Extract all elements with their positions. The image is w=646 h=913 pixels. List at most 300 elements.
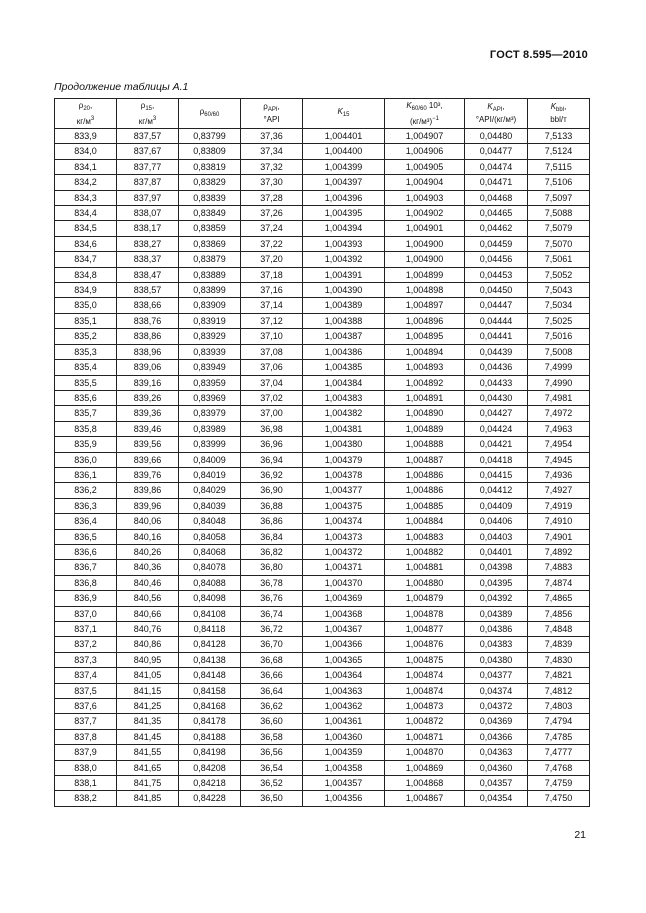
- table-cell: 1,004872: [385, 714, 465, 729]
- table-cell: 841,05: [117, 668, 179, 683]
- table-cell: 36,80: [241, 560, 303, 575]
- table-cell: 836,7: [55, 560, 117, 575]
- table-cell: 0,84178: [179, 714, 241, 729]
- table-cell: 841,35: [117, 714, 179, 729]
- table-cell: 7,4785: [528, 729, 590, 744]
- table-cell: 0,04369: [465, 714, 528, 729]
- table-cell: 7,4936: [528, 467, 590, 482]
- table-cell: 837,97: [117, 190, 179, 205]
- table-cell: 1,004887: [385, 452, 465, 467]
- table-cell: 838,76: [117, 313, 179, 328]
- table-cell: 37,22: [241, 236, 303, 251]
- table-row: [55, 729, 590, 744]
- table-cell: 0,04354: [465, 791, 528, 806]
- table-cell: 836,0: [55, 452, 117, 467]
- table-cell: 0,04389: [465, 606, 528, 621]
- table-cell: 835,0: [55, 298, 117, 313]
- table-cell: 1,004384: [303, 375, 385, 390]
- table-cell: 838,47: [117, 267, 179, 282]
- table-cell: 836,6: [55, 544, 117, 559]
- table-cell: 0,04436: [465, 360, 528, 375]
- table-cell: 1,004900: [385, 236, 465, 251]
- table-cell: 36,86: [241, 514, 303, 529]
- table-cell: 0,04395: [465, 575, 528, 590]
- table-cell: 1,004365: [303, 652, 385, 667]
- table-cell: 36,52: [241, 776, 303, 791]
- table-cell: 0,84118: [179, 622, 241, 637]
- table-cell: 7,4981: [528, 390, 590, 405]
- table-cell: 7,5124: [528, 144, 590, 159]
- table-cell: 835,4: [55, 360, 117, 375]
- table-header-row: [55, 99, 590, 129]
- table-cell: 1,004898: [385, 283, 465, 298]
- table-cell: 0,84098: [179, 591, 241, 606]
- table-cell: 0,04441: [465, 329, 528, 344]
- table-cell: 0,83869: [179, 236, 241, 251]
- table-cell: 1,004903: [385, 190, 465, 205]
- table-cell: 0,04471: [465, 175, 528, 190]
- table-cell: 839,26: [117, 390, 179, 405]
- table-cell: 0,84158: [179, 683, 241, 698]
- column-header: $K_{15}$: [303, 99, 385, 129]
- table-cell: 7,4750: [528, 791, 590, 806]
- table-cell: 1,004892: [385, 375, 465, 390]
- table-cell: 1,004893: [385, 360, 465, 375]
- table-cell: 0,84039: [179, 498, 241, 513]
- table-cell: 1,004882: [385, 544, 465, 559]
- table-cell: 36,58: [241, 729, 303, 744]
- table-cell: 840,26: [117, 544, 179, 559]
- table-cell: 1,004396: [303, 190, 385, 205]
- table-cell: 0,83899: [179, 283, 241, 298]
- table-cell: 37,14: [241, 298, 303, 313]
- table-cell: 37,06: [241, 360, 303, 375]
- table-cell: 836,2: [55, 483, 117, 498]
- table-cell: 7,5034: [528, 298, 590, 313]
- table-cell: 0,84138: [179, 652, 241, 667]
- table-cell: 0,04421: [465, 437, 528, 452]
- table-row: [55, 298, 590, 313]
- table-cell: 1,004877: [385, 622, 465, 637]
- table-cell: 0,04380: [465, 652, 528, 667]
- table-cell: 1,004902: [385, 206, 465, 221]
- table-cell: 36,62: [241, 699, 303, 714]
- table-cell: 1,004385: [303, 360, 385, 375]
- table-cell: 837,7: [55, 714, 117, 729]
- table-row: [55, 575, 590, 590]
- column-header: $K_{60/60}$ 10³, $(кг/м^3)^{-1}$: [385, 99, 465, 129]
- table-row: [55, 375, 590, 390]
- table-cell: 1,004885: [385, 498, 465, 513]
- table-cell: 1,004874: [385, 683, 465, 698]
- table-row: [55, 421, 590, 436]
- table-cell: 0,83939: [179, 344, 241, 359]
- table-cell: 0,83919: [179, 313, 241, 328]
- table-cell: 0,84198: [179, 745, 241, 760]
- table-cell: 838,57: [117, 283, 179, 298]
- table-cell: 837,1: [55, 622, 117, 637]
- table-cell: 1,004383: [303, 390, 385, 405]
- table-cell: 1,004387: [303, 329, 385, 344]
- table-cell: 0,04398: [465, 560, 528, 575]
- table-cell: 1,004373: [303, 529, 385, 544]
- table-row: [55, 236, 590, 251]
- table-cell: 1,004401: [303, 129, 385, 144]
- table-cell: 834,7: [55, 252, 117, 267]
- table-cell: 7,5133: [528, 129, 590, 144]
- table-row: [55, 159, 590, 174]
- table-cell: 837,9: [55, 745, 117, 760]
- table-row: [55, 406, 590, 421]
- table-cell: 1,004388: [303, 313, 385, 328]
- table-cell: 7,4821: [528, 668, 590, 683]
- table-cell: 37,30: [241, 175, 303, 190]
- table-cell: 0,84148: [179, 668, 241, 683]
- table-cell: 0,84168: [179, 699, 241, 714]
- table-cell: 1,004366: [303, 637, 385, 652]
- table-cell: 1,004400: [303, 144, 385, 159]
- table-row: [55, 714, 590, 729]
- table-cell: 1,004895: [385, 329, 465, 344]
- table-cell: 1,004386: [303, 344, 385, 359]
- table-row: [55, 221, 590, 236]
- table-cell: 37,34: [241, 144, 303, 159]
- table-cell: 7,4759: [528, 776, 590, 791]
- column-header: $K_{API}$, °API/(кг/м³): [465, 99, 528, 129]
- table-cell: 839,66: [117, 452, 179, 467]
- table-cell: 36,56: [241, 745, 303, 760]
- table-cell: 7,4999: [528, 360, 590, 375]
- table-cell: 838,66: [117, 298, 179, 313]
- table-cell: 1,004377: [303, 483, 385, 498]
- table-cell: 0,84009: [179, 452, 241, 467]
- table-cell: 0,83799: [179, 129, 241, 144]
- table-cell: 7,5052: [528, 267, 590, 282]
- table-body: [55, 129, 590, 807]
- table-cell: 1,004364: [303, 668, 385, 683]
- table-cell: 0,04366: [465, 729, 528, 744]
- table-cell: 7,4910: [528, 514, 590, 529]
- table-cell: 0,83839: [179, 190, 241, 205]
- table-cell: 0,04430: [465, 390, 528, 405]
- table-cell: 0,04383: [465, 637, 528, 652]
- table-cell: 0,84078: [179, 560, 241, 575]
- table-cell: 840,56: [117, 591, 179, 606]
- page-number: 21: [574, 829, 586, 841]
- table-row: [55, 606, 590, 621]
- column-header: $\rho_{API}$, °API: [241, 99, 303, 129]
- table-cell: 0,04439: [465, 344, 528, 359]
- table-cell: 836,1: [55, 467, 117, 482]
- table-cell: 1,004391: [303, 267, 385, 282]
- table-cell: 840,95: [117, 652, 179, 667]
- table-cell: 0,04468: [465, 190, 528, 205]
- table-cell: 1,004372: [303, 544, 385, 559]
- table-cell: 7,5043: [528, 283, 590, 298]
- table-cell: 36,64: [241, 683, 303, 698]
- table-cell: 1,004896: [385, 313, 465, 328]
- table-cell: 0,84228: [179, 791, 241, 806]
- table-cell: 839,86: [117, 483, 179, 498]
- table-row: [55, 699, 590, 714]
- table-cell: 835,1: [55, 313, 117, 328]
- table-cell: 0,04401: [465, 544, 528, 559]
- table-cell: 835,3: [55, 344, 117, 359]
- table-cell: 7,4839: [528, 637, 590, 652]
- table-cell: 837,0: [55, 606, 117, 621]
- table-cell: 36,68: [241, 652, 303, 667]
- table-cell: 1,004381: [303, 421, 385, 436]
- table-row: [55, 360, 590, 375]
- data-table: [54, 98, 590, 807]
- table-cell: 37,12: [241, 313, 303, 328]
- table-row: [55, 206, 590, 221]
- table-cell: 840,46: [117, 575, 179, 590]
- table-cell: 1,004871: [385, 729, 465, 744]
- table-cell: 0,04427: [465, 406, 528, 421]
- table-cell: 839,46: [117, 421, 179, 436]
- table-cell: 0,04480: [465, 129, 528, 144]
- table-cell: 1,004906: [385, 144, 465, 159]
- table-cell: 841,25: [117, 699, 179, 714]
- table-cell: 7,4919: [528, 498, 590, 513]
- table-cell: 36,76: [241, 591, 303, 606]
- table-cell: 1,004389: [303, 298, 385, 313]
- table-row: [55, 683, 590, 698]
- table-cell: 838,0: [55, 760, 117, 775]
- table-cell: 0,04392: [465, 591, 528, 606]
- table-cell: 1,004884: [385, 514, 465, 529]
- table-cell: 0,83989: [179, 421, 241, 436]
- table-cell: 835,6: [55, 390, 117, 405]
- table-cell: 0,84218: [179, 776, 241, 791]
- table-cell: 834,8: [55, 267, 117, 282]
- table-cell: 7,5025: [528, 313, 590, 328]
- table-cell: 839,56: [117, 437, 179, 452]
- table-row: [55, 637, 590, 652]
- table-cell: 0,04372: [465, 699, 528, 714]
- table-cell: 834,0: [55, 144, 117, 159]
- table-row: [55, 129, 590, 144]
- table-cell: 837,8: [55, 729, 117, 744]
- table-cell: 0,04357: [465, 776, 528, 791]
- table-cell: 36,60: [241, 714, 303, 729]
- table-cell: 1,004883: [385, 529, 465, 544]
- table-cell: 837,57: [117, 129, 179, 144]
- table-cell: 1,004367: [303, 622, 385, 637]
- table-cell: 1,004886: [385, 467, 465, 482]
- table-cell: 1,004361: [303, 714, 385, 729]
- table-cell: 838,07: [117, 206, 179, 221]
- table-cell: 1,004379: [303, 452, 385, 467]
- table-cell: 0,04465: [465, 206, 528, 221]
- table-cell: 0,84188: [179, 729, 241, 744]
- table-cell: 7,4777: [528, 745, 590, 760]
- table-cell: 7,4963: [528, 421, 590, 436]
- table-cell: 0,84058: [179, 529, 241, 544]
- table-cell: 0,04444: [465, 313, 528, 328]
- table-cell: 0,83849: [179, 206, 241, 221]
- table-row: [55, 791, 590, 806]
- table-cell: 839,36: [117, 406, 179, 421]
- table-cell: 7,4945: [528, 452, 590, 467]
- table-cell: 7,5097: [528, 190, 590, 205]
- table-row: [55, 329, 590, 344]
- table-cell: 7,4990: [528, 375, 590, 390]
- table-cell: 1,004392: [303, 252, 385, 267]
- table-cell: 37,18: [241, 267, 303, 282]
- table-cell: 7,4954: [528, 437, 590, 452]
- table-cell: 0,04415: [465, 467, 528, 482]
- table-cell: 7,4901: [528, 529, 590, 544]
- table-row: [55, 390, 590, 405]
- table-cell: 1,004375: [303, 498, 385, 513]
- table-row: [55, 622, 590, 637]
- table-cell: 1,004888: [385, 437, 465, 452]
- table-cell: 7,5008: [528, 344, 590, 359]
- table-cell: 1,004870: [385, 745, 465, 760]
- table-cell: 836,4: [55, 514, 117, 529]
- table-cell: 835,7: [55, 406, 117, 421]
- table-cell: 36,96: [241, 437, 303, 452]
- table-cell: 839,06: [117, 360, 179, 375]
- table-cell: 1,004873: [385, 699, 465, 714]
- table-cell: 841,85: [117, 791, 179, 806]
- table-cell: 7,4830: [528, 652, 590, 667]
- table-cell: 838,17: [117, 221, 179, 236]
- table-row: [55, 344, 590, 359]
- table-cell: 841,65: [117, 760, 179, 775]
- table-cell: 1,004395: [303, 206, 385, 221]
- table-cell: 37,20: [241, 252, 303, 267]
- table-cell: 36,70: [241, 637, 303, 652]
- table-row: [55, 591, 590, 606]
- table-cell: 37,24: [241, 221, 303, 236]
- table-cell: 0,04377: [465, 668, 528, 683]
- table-cell: 0,83859: [179, 221, 241, 236]
- table-row: [55, 652, 590, 667]
- table-cell: 839,16: [117, 375, 179, 390]
- table-row: [55, 498, 590, 513]
- table-caption: Продолжение таблицы А.1: [54, 81, 189, 93]
- table-cell: 837,77: [117, 159, 179, 174]
- table-cell: 7,5061: [528, 252, 590, 267]
- table-cell: 1,004374: [303, 514, 385, 529]
- table-cell: 1,004907: [385, 129, 465, 144]
- table-cell: 1,004904: [385, 175, 465, 190]
- table-cell: 7,4812: [528, 683, 590, 698]
- table-cell: 7,4794: [528, 714, 590, 729]
- table-cell: 0,83969: [179, 390, 241, 405]
- table-cell: 37,26: [241, 206, 303, 221]
- table-cell: 0,83909: [179, 298, 241, 313]
- table-cell: 0,04459: [465, 236, 528, 251]
- column-header: $K_{bbl}$, bbl/т: [528, 99, 590, 129]
- table-cell: 7,4892: [528, 544, 590, 559]
- table-cell: 0,83929: [179, 329, 241, 344]
- table-cell: 1,004880: [385, 575, 465, 590]
- table-cell: 7,5070: [528, 236, 590, 251]
- table-cell: 1,004380: [303, 437, 385, 452]
- table-cell: 1,004363: [303, 683, 385, 698]
- table-cell: 1,004878: [385, 606, 465, 621]
- table-cell: 1,004397: [303, 175, 385, 190]
- table-cell: 1,004369: [303, 591, 385, 606]
- table-cell: 841,45: [117, 729, 179, 744]
- table-row: [55, 467, 590, 482]
- table-cell: 36,82: [241, 544, 303, 559]
- table-cell: 0,83879: [179, 252, 241, 267]
- table-cell: 0,83979: [179, 406, 241, 421]
- table-cell: 1,004867: [385, 791, 465, 806]
- table-cell: 837,2: [55, 637, 117, 652]
- table-cell: 837,4: [55, 668, 117, 683]
- table-cell: 0,04386: [465, 622, 528, 637]
- table-cell: 7,4883: [528, 560, 590, 575]
- table-cell: 1,004371: [303, 560, 385, 575]
- table-cell: 1,004886: [385, 483, 465, 498]
- table-cell: 7,5016: [528, 329, 590, 344]
- table-row: [55, 452, 590, 467]
- table-cell: 36,94: [241, 452, 303, 467]
- table-cell: 838,1: [55, 776, 117, 791]
- table-cell: 37,04: [241, 375, 303, 390]
- table-row: [55, 283, 590, 298]
- table-cell: 37,16: [241, 283, 303, 298]
- table-cell: 7,4768: [528, 760, 590, 775]
- table-cell: 840,86: [117, 637, 179, 652]
- table-cell: 7,4865: [528, 591, 590, 606]
- table-cell: 36,74: [241, 606, 303, 621]
- table-cell: 36,50: [241, 791, 303, 806]
- table-cell: 0,04456: [465, 252, 528, 267]
- table-cell: 0,83809: [179, 144, 241, 159]
- table-row: [55, 267, 590, 282]
- table-cell: 7,5088: [528, 206, 590, 221]
- table-cell: 1,004897: [385, 298, 465, 313]
- table-cell: 0,84108: [179, 606, 241, 621]
- table-cell: 0,04412: [465, 483, 528, 498]
- table-cell: 1,004382: [303, 406, 385, 421]
- table-cell: 0,84088: [179, 575, 241, 590]
- table-cell: 36,84: [241, 529, 303, 544]
- table-cell: 7,5079: [528, 221, 590, 236]
- table-cell: 7,4927: [528, 483, 590, 498]
- table-cell: 0,04374: [465, 683, 528, 698]
- document-standard-number: ГОСТ 8.595—2010: [489, 49, 588, 61]
- table-cell: 0,04447: [465, 298, 528, 313]
- table-row: [55, 175, 590, 190]
- table-cell: 0,04424: [465, 421, 528, 436]
- table-cell: 841,55: [117, 745, 179, 760]
- table-cell: 0,04406: [465, 514, 528, 529]
- column-header: $\rho_{60/60}$: [179, 99, 241, 129]
- table-cell: 838,86: [117, 329, 179, 344]
- table-cell: 1,004868: [385, 776, 465, 791]
- table-row: [55, 313, 590, 328]
- table-cell: 839,96: [117, 498, 179, 513]
- table-cell: 0,04462: [465, 221, 528, 236]
- table-cell: 36,78: [241, 575, 303, 590]
- table-cell: 838,27: [117, 236, 179, 251]
- table-cell: 839,76: [117, 467, 179, 482]
- table-cell: 36,54: [241, 760, 303, 775]
- table-cell: 834,6: [55, 236, 117, 251]
- table-cell: 7,4848: [528, 622, 590, 637]
- table-row: [55, 190, 590, 205]
- table-cell: 1,004362: [303, 699, 385, 714]
- table-cell: 837,5: [55, 683, 117, 698]
